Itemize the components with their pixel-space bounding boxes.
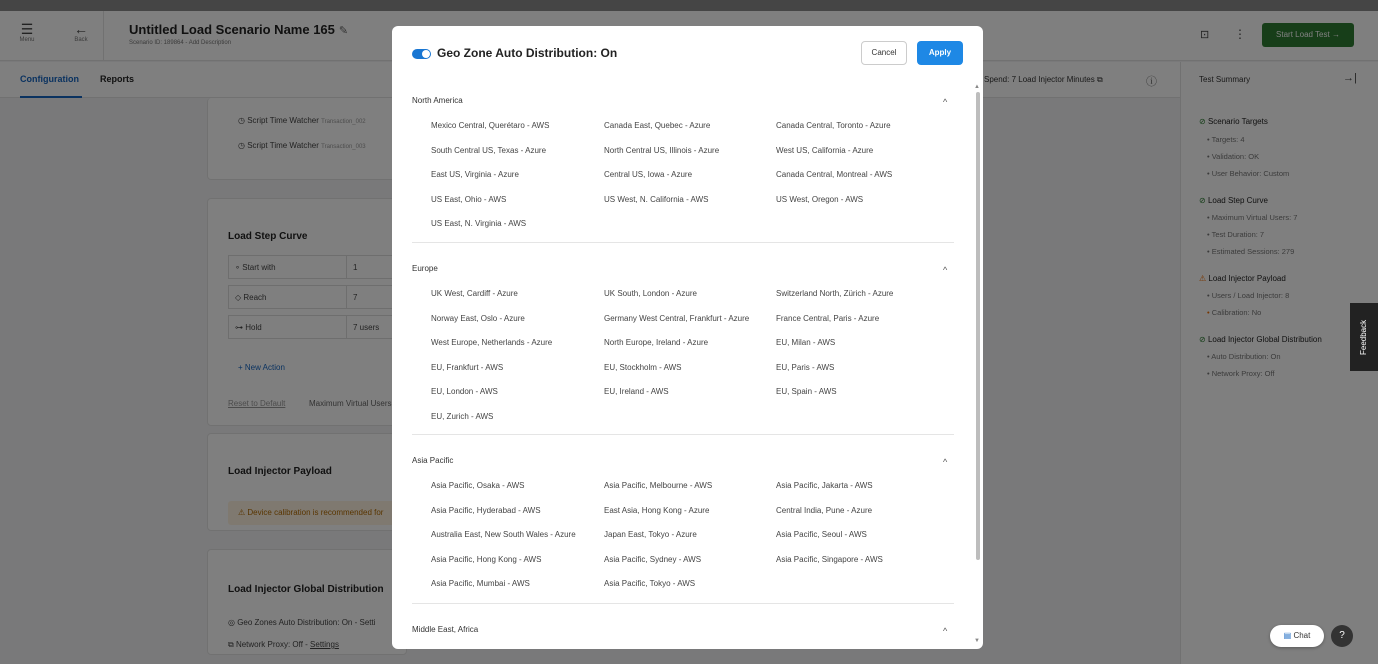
location-item[interactable]: EU, Frankfurt - AWS [431, 362, 504, 372]
cancel-button[interactable]: Cancel [861, 41, 907, 65]
apply-button[interactable]: Apply [917, 41, 963, 65]
modal-title: Geo Zone Auto Distribution: On [437, 46, 618, 60]
location-item[interactable]: Japan East, Tokyo - Azure [604, 530, 697, 539]
region-divider [412, 242, 954, 243]
chat-icon: ▤ [1283, 631, 1292, 640]
region-title[interactable]: Middle East, Africa [412, 625, 479, 634]
geo-zone-modal [392, 26, 983, 649]
location-item[interactable]: US West, N. California - AWS [604, 194, 709, 204]
location-item[interactable]: Norway East, Oslo - Azure [431, 313, 525, 323]
location-item[interactable]: Canada East, Quebec - Azure [604, 121, 711, 130]
location-item[interactable]: Central US, Iowa - Azure [604, 170, 693, 179]
location-item[interactable]: Asia Pacific, Jakarta - AWS [776, 481, 873, 490]
location-item[interactable]: Asia Pacific, Hyderabad - AWS [431, 505, 541, 515]
location-item[interactable]: US East, N. Virginia - AWS [431, 219, 527, 228]
location-item[interactable]: Asia Pacific, Osaka - AWS [431, 481, 525, 490]
chevron-up-icon[interactable]: ^ [943, 265, 948, 275]
scrollbar-thumb[interactable] [976, 92, 980, 560]
location-item[interactable]: US East, Ohio - AWS [431, 194, 507, 204]
location-item[interactable]: EU, Spain - AWS [776, 387, 837, 396]
location-item[interactable]: South Central US, Texas - Azure [431, 145, 547, 155]
chat-button[interactable] [1270, 625, 1324, 647]
location-item[interactable]: Central India, Pune - Azure [776, 505, 873, 515]
location-item[interactable]: Asia Pacific, Mumbai - AWS [431, 579, 530, 588]
location-item[interactable]: Asia Pacific, Seoul - AWS [776, 530, 867, 539]
auto-distribution-toggle[interactable] [412, 49, 431, 59]
location-item[interactable]: North Central US, Illinois - Azure [604, 145, 720, 155]
region-divider [412, 603, 954, 604]
location-item[interactable]: Switzerland North, Zürich - Azure [776, 289, 894, 298]
location-item[interactable]: Australia East, New South Wales - Azure [431, 530, 576, 539]
location-item[interactable]: West US, California - Azure [776, 145, 874, 155]
location-item[interactable]: EU, Ireland - AWS [604, 387, 669, 396]
location-item[interactable]: Mexico Central, Querétaro - AWS [431, 121, 550, 130]
location-item[interactable]: East Asia, Hong Kong - Azure [604, 505, 710, 515]
location-item[interactable]: Asia Pacific, Singapore - AWS [776, 554, 883, 564]
location-item[interactable]: Asia Pacific, Hong Kong - AWS [431, 554, 542, 564]
location-item[interactable]: EU, London - AWS [431, 387, 498, 396]
location-item[interactable]: France Central, Paris - Azure [776, 313, 880, 323]
location-item[interactable]: Germany West Central, Frankfurt - Azure [604, 313, 750, 323]
chat-label: Chat [1293, 631, 1311, 640]
feedback-tab[interactable]: Feedback [1350, 303, 1378, 371]
location-item[interactable]: West Europe, Netherlands - Azure [431, 338, 553, 347]
region-title[interactable]: Europe [412, 264, 438, 273]
location-item[interactable]: EU, Zurich - AWS [431, 411, 494, 421]
location-item[interactable]: EU, Paris - AWS [776, 362, 835, 372]
scroll-up-arrow-icon[interactable]: ▲ [974, 84, 980, 90]
location-item[interactable]: EU, Stockholm - AWS [604, 362, 682, 372]
scroll-down-arrow-icon[interactable]: ▼ [974, 638, 980, 644]
location-item[interactable]: UK South, London - Azure [604, 289, 697, 298]
chevron-up-icon[interactable]: ^ [943, 626, 948, 636]
chevron-up-icon[interactable]: ^ [943, 97, 948, 107]
region-title[interactable]: North America [412, 96, 463, 105]
region-divider [412, 434, 954, 435]
location-item[interactable]: Asia Pacific, Melbourne - AWS [604, 481, 713, 490]
location-item[interactable]: UK West, Cardiff - Azure [431, 289, 518, 298]
location-item[interactable]: Asia Pacific, Sydney - AWS [604, 554, 702, 564]
location-item[interactable]: EU, Milan - AWS [776, 338, 836, 347]
location-item[interactable]: Canada Central, Toronto - Azure [776, 121, 891, 130]
location-item[interactable]: US West, Oregon - AWS [776, 194, 864, 204]
location-item[interactable]: Asia Pacific, Tokyo - AWS [604, 579, 696, 588]
location-item[interactable]: East US, Virginia - Azure [431, 170, 519, 179]
help-button[interactable]: ? [1331, 625, 1353, 647]
location-item[interactable]: Canada Central, Montreal - AWS [776, 170, 893, 179]
chevron-up-icon[interactable]: ^ [943, 457, 948, 467]
region-title[interactable]: Asia Pacific [412, 456, 454, 465]
location-item[interactable]: North Europe, Ireland - Azure [604, 338, 709, 347]
